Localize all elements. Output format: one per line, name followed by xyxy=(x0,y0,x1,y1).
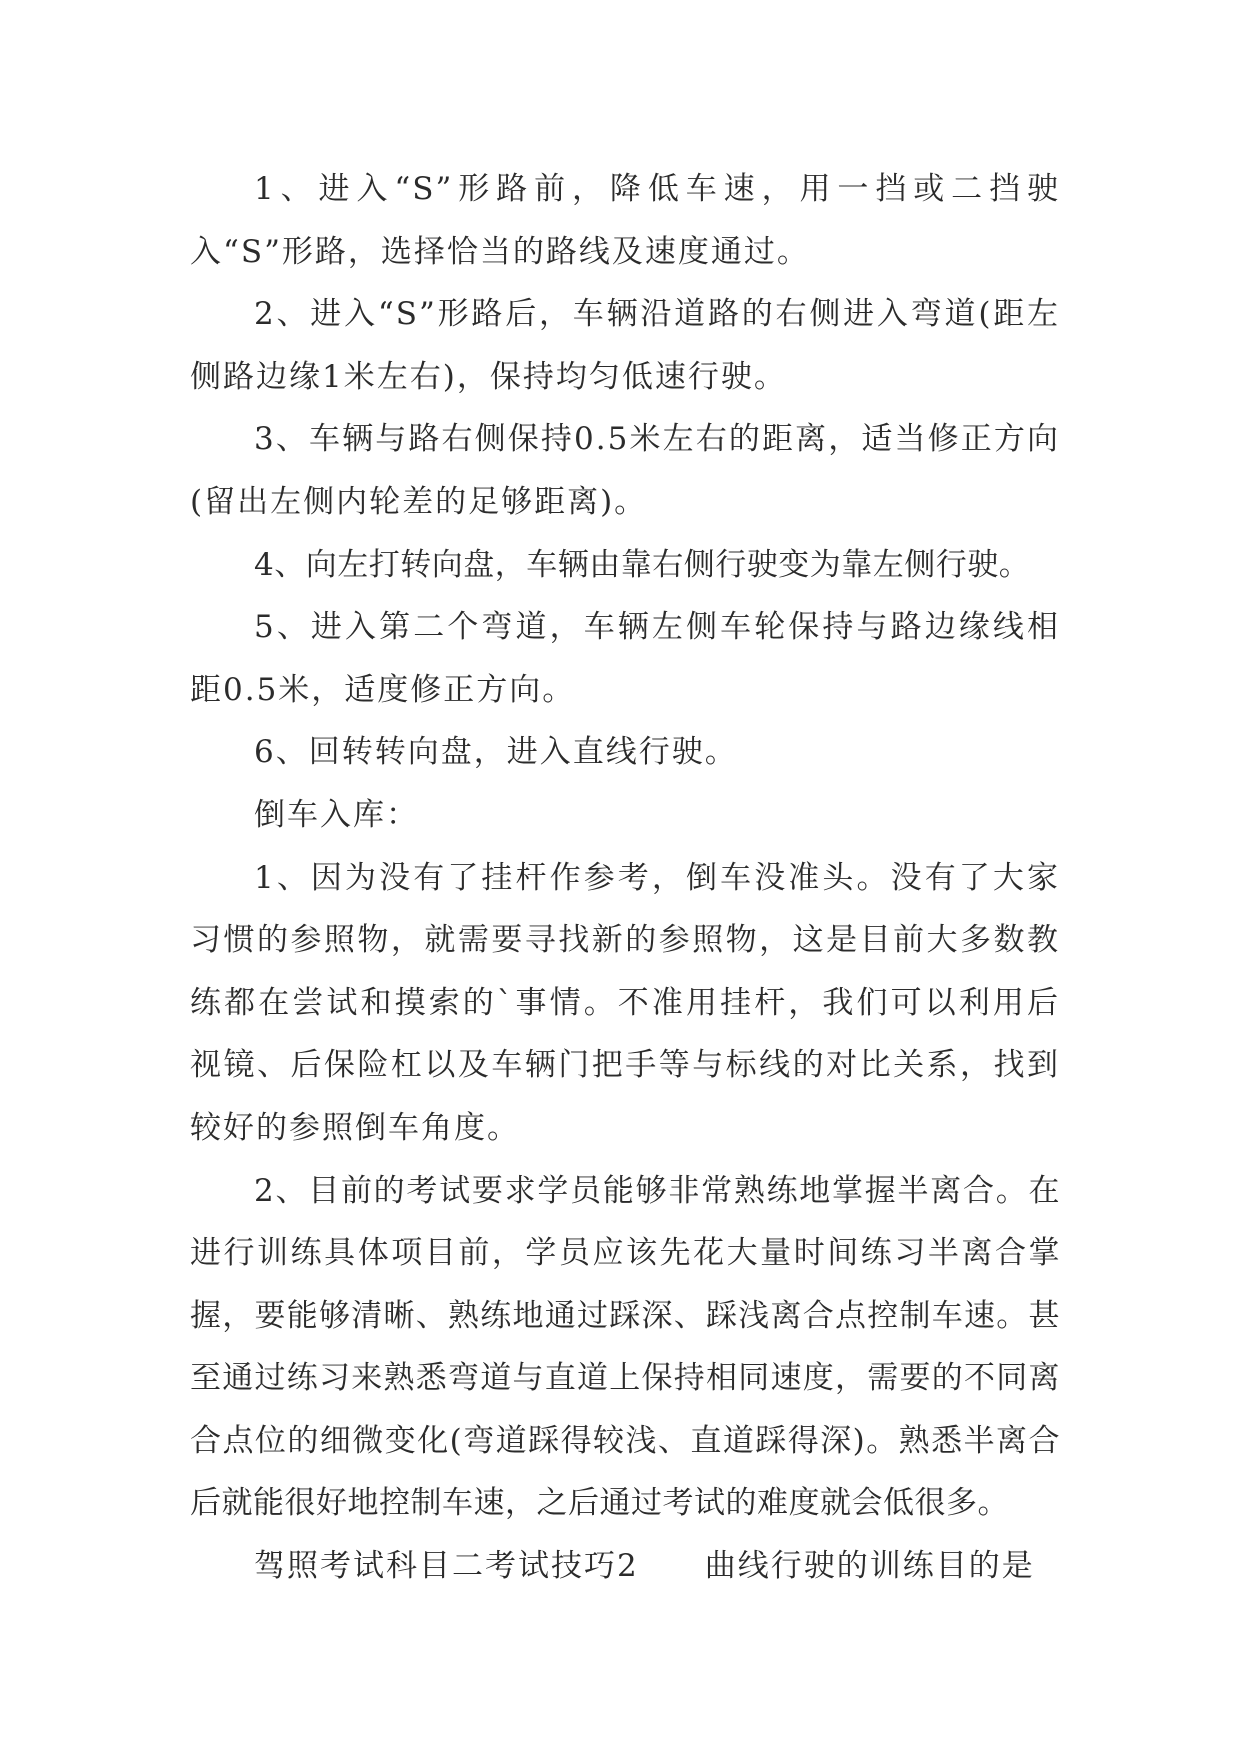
paragraph-s-curve-step-4: 4、向左打转向盘，车辆由靠右侧行驶变为靠左侧行驶。 xyxy=(254,546,1031,583)
paragraph-s-curve-step-6: 6、回转转向盘，进入直线行驶。 xyxy=(254,734,738,771)
paragraph-s-curve-step-1: 1、进入“S”形路前，降低车速，用一挡或二挡驶入“S”形路，选择恰当的路线及速度通过。 xyxy=(190,171,1060,270)
section-heading-reverse-parking: 倒车入库： xyxy=(254,796,419,833)
paragraph-reverse-parking-step-1: 1、因为没有了挂杆作参考，倒车没准头。没有了大家习惯的参照物，就需要寻找新的参照物，这是目前大多数教练都在尝试和摸索的`事情。不准用挂杆，我们可以利用后视镜、后保险杠以及车辆门把手等与标线的对比关系，找到较好的参照倒车角度。 xyxy=(190,859,1060,1146)
paragraph-s-curve-step-5: 5、进入第二个弯道，车辆左侧车轮保持与路边缘线相距0.5米，适度修正方向。 xyxy=(190,609,1060,708)
document-body xyxy=(190,158,1060,1598)
paragraph-tips-2-intro: 驾照考试科目二考试技巧2 曲线行驶的训练目的是 xyxy=(254,1548,1035,1585)
paragraph-s-curve-step-3: 3、车辆与路右侧保持0.5米左右的距离，适当修正方向(留出左侧内轮差的足够距离)。 xyxy=(190,421,1060,520)
paragraph-reverse-parking-step-2: 2、目前的考试要求学员能够非常熟练地掌握半离合。在进行训练具体项目前，学员应该先花大量时间练习半离合掌握，要能够清晰、熟练地通过踩深、踩浅离合点控制车速。甚至通过练习来熟悉弯道与直道上保持相同速度，需要的不同离合点位的细微变化(弯道踩得较浅、直道踩得深)。熟悉半离合后就能很好地控制车速，之后通过考试的难度就会低很多。 xyxy=(190,1172,1060,1522)
paragraph-s-curve-step-2: 2、进入“S”形路后，车辆沿道路的右侧进入弯道(距左侧路边缘1米左右)，保持均匀低速行驶。 xyxy=(190,296,1060,395)
